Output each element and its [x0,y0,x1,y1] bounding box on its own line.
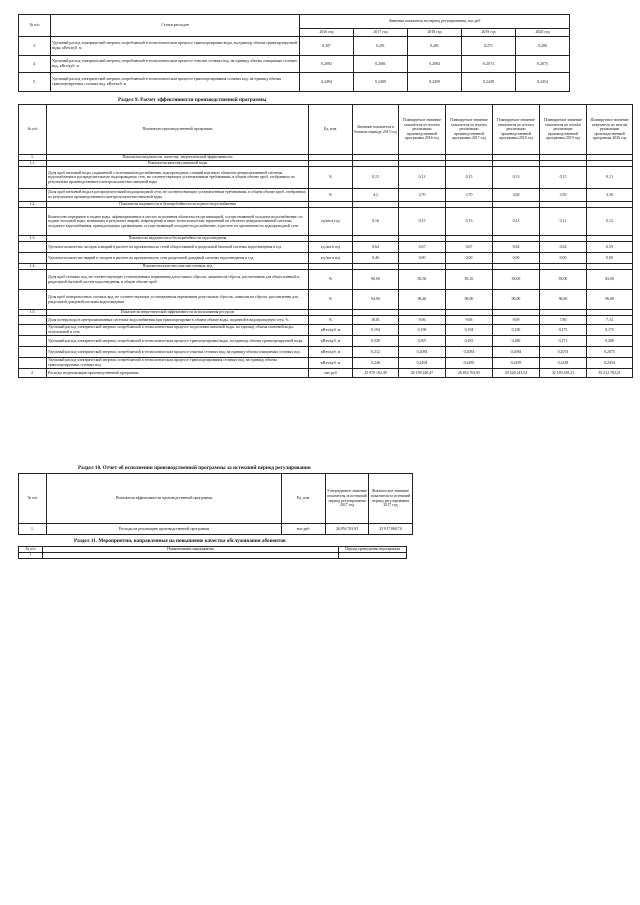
row-value: 29 426 243,52 [493,369,540,378]
row-value: 7,14 [587,316,633,325]
row-num [19,189,47,202]
execution-report-table [18,473,413,535]
row-num [19,358,47,369]
row-name: Удельный расход электрической энергии, потребляемой в технологическом процессе транспортирования сточных вод, на единицу объема транспортируемых сточных вод, кВтч/куб. м [51,73,300,92]
row-num: 1.4. [19,264,47,270]
row-num [19,270,47,290]
row-value: 96,00 [446,290,493,310]
row-num: 1. [19,155,47,161]
s9-header-2019: Планируемое значение показателя по итогам реализации производственной программы 2019 год [540,105,587,155]
row-num [19,336,47,347]
row-value: 0,2083 [446,347,493,358]
row-num: 1.1. [19,161,47,167]
row-value: 25 970 192,40 [353,369,399,378]
row-value: 0,271 [462,37,516,56]
row-value: 0,291 [354,37,408,56]
row-value: 96,00 [587,290,633,310]
row-num: 1 [19,553,43,559]
row-value: 0,2489 [354,73,408,92]
s10-header-name: Показатели эффективности производственной программы [47,474,282,524]
row-value: 0,13 [446,208,493,236]
row-value: 0,12 [540,208,587,236]
row-num [19,316,47,325]
row-value: 0,16 [353,208,399,236]
row-num [19,208,47,236]
row-name: Удельное количество аварий и засоров в расчете на протяженность сети раздельной дождевой системы водоотведения в год [47,253,309,264]
row-value: 0,00 [587,253,633,264]
row-value: 0,307 [399,336,446,347]
section9-title: Раздел 9. Расчет эффективности производственной программы [118,97,267,103]
s11-header-period: Период проведения мероприятия [339,547,407,553]
row-value: 4,2 [353,189,399,202]
row-name: Расходы на реализацию производственной программы [47,369,309,378]
s11-header-num: № п/п [19,547,43,553]
row-value: 0,62 [540,242,587,253]
section-heading: Показатели качества очистки сточных вод [47,264,309,270]
row-name: Удельный расход электрической энергии, потребляемой в технологическом процессе очистки сточных вод, на единицу объема очищаемых сточных вод [47,347,309,358]
row-value: 0,194 [446,325,493,336]
row-name: Удельный расход электрической энергии, потребляемой в технологическом процессе подготовки питьевой воды, на единицу объема питьевой воды, отпускаемой в сеть [47,325,309,336]
row-name: Удельное количество засоров и аварий в расчете на протяженность сетей общесплавной и раздельной бытовой системы водоотведения в год [47,242,309,253]
row-name: Удельный расход электрической энергии, потребляемой в технологическом процессе транспортировки воды, на единицу объема транспортируемой воды [47,336,309,347]
row-value: 96,00 [540,290,587,310]
row-value: 9,06 [399,316,446,325]
row-value: 0,175 [540,325,587,336]
table-row [19,167,633,189]
row-name: Доля проб питьевой воды в распределительной водопроводной сети, не соответствующих установленным требованиям, в общем объеме проб, отобранных по результатам производственного контроля качества питьевой воды [47,189,309,202]
row-value: 26 109 240,47 [399,369,446,378]
row-unit: ед/км в год [309,208,353,236]
row-num: 4. [19,56,51,73]
table-row [19,358,633,369]
row-value: 0,64 [493,242,540,253]
row-value: 32 149 438,21 [540,369,587,378]
table-row [19,347,633,358]
row-value: 0,2083 [300,56,354,73]
table-row [19,369,633,378]
table-row [19,242,633,253]
s11-header-name: Наименование мероприятия [43,547,339,553]
row-value: 0,13 [493,208,540,236]
row-value: 0,175 [587,325,633,336]
row-value: 0,281 [408,37,462,56]
row-value: 83,00 [493,270,540,290]
row-value: 0,2438 [540,358,587,369]
t1-year: 2018 год [408,29,462,37]
row-num: 5. [19,73,51,92]
table-row [19,208,633,236]
section11-title: Раздел 11. Мероприятия, направленные на повышение качества обслуживания абонентов [74,538,286,544]
row-unit: ед./км в год [309,242,353,253]
section-heading: Показатели надежности, качества, энергетической эффективности [47,155,309,161]
row-value: 0,13 [493,167,540,189]
row-name: Доля проб питьевой воды, подаваемой с источников водоснабжения, водопроводных станций или иных объектов централизованной системы водоснабжения в распределительную водопроводную сеть, не соответствующих установленным требованиям, в общем объеме проб, отобранных по результатам производственного контроля качества питьевой воды [47,167,309,189]
section-heading: Показатели надежности и бесперебойности холодного водоснабжения [47,202,309,208]
row-value: 0,15 [353,167,399,189]
row-unit: тыс.руб [309,369,353,378]
t1-year: 2019 год [462,29,516,37]
row-unit: кВтч/куб. м [309,358,353,369]
row-value: 0,2494 [399,358,446,369]
row-unit: % [309,270,353,290]
table-row [19,524,413,535]
row-num [19,167,47,189]
row-plan-value: 26 854 763,95 [326,524,369,535]
row-value: 0,15 [399,208,446,236]
row-value: 3,60 [493,189,540,202]
row-unit: кВтч/куб. м [309,325,353,336]
expense-indicators-table [18,14,570,92]
row-value: 3,50 [540,189,587,202]
efficiency-calculation-table [18,104,633,378]
s9-header-2016: Планируемое значение показателя по итогам реализации производственной программы 2016 год [399,105,446,155]
row-num: 1.5. [19,310,47,316]
row-unit: ед./км в год [309,253,353,264]
row-value: 96,00 [493,290,540,310]
row-value: 0,271 [540,336,587,347]
row-value: 96,40 [399,290,446,310]
row-num [19,325,47,336]
row-name: Расходы на реализацию производственной программы [47,524,282,535]
row-value: 0,320 [353,336,399,347]
row-value: 0,2459 [493,358,540,369]
row-value: 0,13 [399,167,446,189]
row-value: 0,2075 [516,56,570,73]
row-name [43,553,339,559]
row-unit: % [309,290,353,310]
s9-header-2017: Планируемое значение показателя по итогам реализации производственной программы 2017 год [446,105,493,155]
row-value: 0,2459 [408,73,462,92]
row-unit: кВтч/куб. м [309,336,353,347]
row-value: 3,70 [446,189,493,202]
row-value: 0,00 [446,253,493,264]
row-value: 0,2075 [587,347,633,358]
row-num: 2. [19,369,47,378]
row-num [19,290,47,310]
row-value: 0,190 [399,325,446,336]
row-value: 9,06 [446,316,493,325]
section-heading: Показатели энергетической эффективности использования ресурсов [47,310,309,316]
row-value: 0,307 [300,37,354,56]
s9-header-unit: Ед. изм. [309,105,353,155]
s9-header-2018: Планируемое значение показателя по итогам реализации производственной программы 2018 год [493,105,540,155]
table-row [19,290,633,310]
row-value: 0,280 [587,336,633,347]
t1-header-num: № п/п [19,15,51,37]
row-value: 0,00 [493,253,540,264]
section-heading: Показатели качества питьевой воды [47,161,309,167]
row-fact-value: 25 917 868,76 [369,524,413,535]
row-value: 0,12 [587,208,633,236]
row-num: 1. [19,524,47,535]
row-value: 26 854 763,95 [446,369,493,378]
row-value: 0,2454 [587,358,633,369]
row-value: 0,190 [493,325,540,336]
table-row [19,553,407,559]
table-row [19,270,633,290]
row-unit: кВтч/куб. м [309,347,353,358]
s9-header-name: Показатели производственной программы [47,105,309,155]
row-num: 3. [19,37,51,56]
row-value: 10,01 [353,316,399,325]
row-value: 0,15 [540,167,587,189]
t1-header-item: Статьи расходов [51,15,300,37]
row-num: 1.2. [19,202,47,208]
row-value: 0,280 [516,37,570,56]
s10-header-plan: Утвержденное значение показателя за истекший период регулирования 2017 год [326,474,369,524]
row-value: 3,30 [587,189,633,202]
row-name: Доля проб поверхностных сточных вод, не соответствующих установленным нормативам допустимых сбросов, лимитам на сбросы, рассчитанная для раздельной дождевой системы водоотведения [47,290,309,310]
row-value: 0,2074 [462,56,516,73]
t1-header-values: Значения показателя на период регулирования, тыс.руб [300,15,570,29]
row-unit: тыс.руб. [282,524,326,535]
row-value: 0,2494 [300,73,354,92]
table-row [19,56,570,73]
row-value: 90,00 [353,270,399,290]
row-value: 0,46 [353,253,399,264]
table-row [19,37,570,56]
s10-header-fact: Фактическое значение показателя за истекший период регулирования 2017 год [369,474,413,524]
row-value: 0,248 [353,358,399,369]
row-period [339,553,407,559]
row-value: 0,13 [587,167,633,189]
row-value: 0,15 [446,167,493,189]
row-value: 0,00 [399,253,446,264]
t1-year: 2020 год [516,29,570,37]
service-measures-table [18,546,407,559]
s9-header-base: Значение показателя в базовом периоде 2015 год [353,105,399,155]
table-row [19,336,633,347]
s10-header-num: № п/п [19,474,47,524]
row-value: 0,281 [446,336,493,347]
row-unit: % [309,167,353,189]
row-value: 94,90 [353,290,399,310]
row-value: 0,00 [540,253,587,264]
row-value: 0,67 [446,242,493,253]
row-num: 1.3. [19,236,47,242]
s9-header-2020: Планируемое значение показателя по итогам реализации производственной программы 2020 год [587,105,633,155]
row-value: 0,2081 [354,56,408,73]
row-value: 7,80 [540,316,587,325]
row-value: 0,2485 [446,358,493,369]
t1-year: 2016 год [300,29,354,37]
row-value: 83,16 [446,270,493,290]
row-value: 0,59 [587,242,633,253]
row-name: Удельный расход электрической энергии, потребляемой в технологическом процессе очистки сточных вод, на единицу объема очищаемых сточных вод, кВтч/куб. м [51,56,300,73]
row-name: Удельный расход электрической энергии, потребляемой в технологическом процессе транспортировки воды, на единицу объема транспортируемой воды, кВтч/куб. м [51,37,300,56]
row-value: 9,09 [493,316,540,325]
row-value: 0,67 [399,242,446,253]
table-row [19,189,633,202]
row-name: Доля потерь воды в централизованных системах водоснабжения при транспортировке в общем объеме воды, поданной в водопроводную сеть, % [47,316,309,325]
row-value: 83,00 [587,270,633,290]
t1-year: 2017 год [354,29,408,37]
row-unit: % [309,316,353,325]
section10-title: Раздел 10. Отчет об исполнении производственной программы за истекший период регулирования [78,465,311,471]
row-value: 0,64 [353,242,399,253]
row-value: 0,280 [493,336,540,347]
row-value: 0,2084 [493,347,540,358]
row-value: 0,2083 [399,347,446,358]
s9-header-num: № п/п [19,105,47,155]
row-name: Количество перерывов в подаче воды, зафиксированных в местах исполнения обязательств организацией, осуществляющей холодное водоснабжение, по подаче холодной воды, возникших в результате аварий, повреждений и иных технологических нарушений на объектах централизованной системы холодного водоснабжения, принадлежащих организации, осуществляющей холодное водоснабжение, в расчете на протяженность водопроводной сети [47,208,309,236]
row-name: Доля проб сточных вод, не соответствующих установленным нормативам допустимых сбросов, лимитам на сбросы, рассчитанная для общесплавной и раздельной бытовой систем водоотведения, в общем объеме проб [47,270,309,290]
section-heading: Показатели надежности и бесперебойности водоотведения [47,236,309,242]
row-value: 83,50 [399,270,446,290]
row-name: Удельный расход электрической энергии, потребляемой в технологическом процессе транспортирования сточных вод, на единицу объема транспортируемых сточных вод [47,358,309,369]
row-value: 0,2074 [540,347,587,358]
row-num [19,347,47,358]
table-row [19,325,633,336]
row-num [19,242,47,253]
row-value: 0,212 [353,347,399,358]
row-value: 83,00 [540,270,587,290]
s10-header-unit: Ед. изм. [282,474,326,524]
table-row [19,73,570,92]
row-num [19,253,47,264]
row-value: 0,2454 [516,73,570,92]
row-value: 3,70 [399,189,446,202]
row-value: 35 212 783,21 [587,369,633,378]
table-row [19,316,633,325]
row-value: 0,194 [353,325,399,336]
row-unit: % [309,189,353,202]
row-value: 0,2438 [462,73,516,92]
row-value: 0,2084 [408,56,462,73]
table-row [19,253,633,264]
